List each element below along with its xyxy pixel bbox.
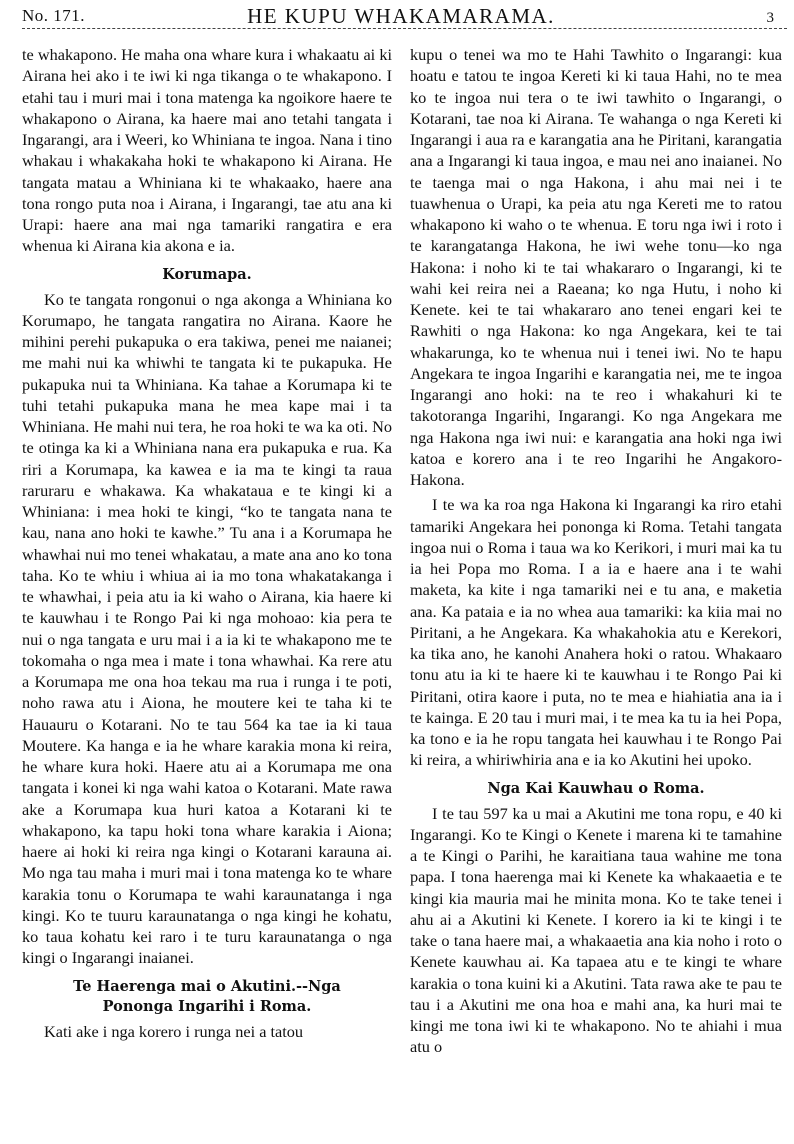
roma-paragraph: I te tau 597 ka u mai a Akutini me tona ropu, e 40 ki Ingarangi. Ko te Kingi o Kenete i marena ki te tamahine a te Kingi o Parihi, he karaitiana taua wahine me tona papa. I tona haerenga mai ki Kenete ka whakaaetia e te kingi kia mauria mai he minita mona. Ko te take tenei i ahu ai a Akutini ki Kenete. I korero ia ki te kingi i te take o tana haere mai, a whakaaetia ana kia noho i roto o Kenete kauwhau ai. Ka tapaea atu e te kingi te whare karakia o tona kuini ki a Akutini. Tata rawa ake te pau te tau i a Akutini me ona hoa e mahi ana, ka huri mai te kingi me tona iwi ki te whakapono. No te ahiahi i mua atu o: [410, 803, 782, 1057]
newspaper-title: HE KUPU WHAKAMARAMA.: [247, 4, 555, 28]
right-column: [410, 44, 782, 1058]
section-heading-roma: Nga Kai Kauwhau o Roma.: [487, 779, 705, 797]
section-heading-akutini-line1: Te Haerenga mai o Akutini.--Nga: [73, 977, 341, 995]
section-heading-akutini: [22, 977, 392, 1017]
page-number: 3: [766, 10, 774, 26]
issue-number: No. 171.: [22, 6, 86, 25]
kerikori-paragraph: I te wa ka roa nga Hakona ki Ingarangi ka riro etahi tamariki Angekara hei pononga ki Roma. Tetahi tangata ingoa nui o Roma i taua wa ko Kerikori, i muri mai ka tu ia hei Popa mo Roma. I a ia e haere ana i te wahi maketa, ka kite i nga tamariki nei e tu ana, e maketia ana. Ka pataia e ia no whea aua tamariki: ka kiia mai no Piritani, a he Angekara. Ka whakahokia atu e Kerekori, ka tika ano, he kanohi Anahera hoki o ratou. Whakaaro tonu atu ia ki te haere ki te kauwhau i te Rongo Pai ki Piritani, otira kaore i puta, no te mea e hiahiatia ana ia i te kainga. E 20 tau i muri mai, i te mea ka tu ia hei Popa, ka tono e ia he ropu tangata hei kauwhau i te Rongo Pai ki reira, a whiriwhiria ana e ia ko Akutini hei upoko.: [410, 495, 782, 770]
left-continuation-paragraph: te whakapono. He maha ona whare kura i whakaatu ai ki Airana hei ako i te iwi ki nga tikanga o te whakapono. I etahi tau i muri mai i tona matenga ka ngoikore haere te whakapono o Airana, ka haere mai ano tetahi tangata i Ingarangi, ara i Weeri, ko Whiniana te ingoa. Nana i tino whakau i whakakaha hoki te whakapono ki Airana. He tangata matau a Whiniana ki te whakaako, haere ana tona rongo puta noa i Airana, i Ingarangi, tae atu ana ki Urapi: haere ana mai nga tamariki rangatira e era whenua ki Airana kia akona e ia.: [22, 45, 392, 256]
left-column: [22, 44, 392, 1042]
section-heading-akutini-line2: Pononga Ingarihi i Roma.: [102, 997, 312, 1015]
right-continuation-paragraph: kupu o tenei wa mo te Hahi Tawhito o Ingarangi: kua hoatu e tatou te ingoa Kereti ki ki taua Hahi, no te mea ko te ingoa nui tera o te iwi tawhito o Ingarangi, o Kotarani, tae noa ki Airana. Te wahanga o nga Kereti ki Ingarangi i aua ra e karangatia ana he Piritani, karangatia ana a Ingarangi ki taua ingoa, e mau nei ano inaianei. No te taenga mai o nga Hakona, i ahu mai nei i te tuawhenua o Urapi, ka peia atu nga Kereti me to ratou whakapono ki waho o te whenua. E toru nga iwi i roto i te karangatanga Hakona, he iwi wehe tonu—ko nga Hakona: i noho ki te tai whakararo o Ingarangi, ki te wahi kei reira nei a Raeana; ko nga Hutu, i noho ki Kenete. kei te tai whakararo ano tenei engari kei te Rawhiti o nga Hakona: ko nga Angekara, kei te tai whakarunga, ko te whenua nui i tenei iwi. No te hapu Angekara te ingoa Ingarihi e karangatia nei, me te ingoa Ingarangi ano hoki: na te reo i whakahuri ki te takotoranga Ingarihi, Ingarangi. Ko nga Angekara me nga Hakona nga iwi nui: e karangatia ana hoki nga iwi katoa e korero ana i te reo Ingarihi he Angakoro-Hakona.: [410, 45, 782, 489]
korumapa-paragraph: Ko te tangata rongonui o nga akonga a Whiniana ko Korumapo, he tangata rangatira no Airana. Kaore he mihini perehi pukapuka o era takiwa, penei me naianei; me mahi nui ka whiwhi te tangata ki te pukapuka. He pukapuka nui ta Whiniana. Ka tahae a Korumapa ki te tuhi tetahi pukapuka mana he mea kape mai i ta Whiniana. He mahi nui tera, he roa hoki te wa ka oti. No te otinga ka ki a Whiniana nana era pukapuka e rua. Ka riri a Korumapa, ka kawea e ia ma te kingi ta raua raruraru e whakawa. Ka whakataua e te kingi ki a Whiniana: i mea hoki te kingi, “ko te tangata nana te kau, nana ano hoki te kawhe.” Tu ana i a Korumapa he whawhai nui mo tenei whakatau, a mate ana ano ko tona taha. Ko te whiu i whiua ai ia mo tona whakatakanga i te whawhai, i peia atu ia ki waho o Airana, kia haere ki te kauwhau i te Rongo Pai ki nga mohoao: kia pera te nui o nga tangata e uru mai i a ia ki te whakapono me te tokomaha o nga mea i mate i tona whawhai. Ka rere atu a Korumapa me ona hoa tekau ma rua i runga i te poti, noho rawa atu i Aiona, he moutere kei te taha ki te Hauauru o Kotarani. No te tau 564 ka tae ia ki taua Moutere. Ka hanga e ia he whare karakia mona ki reira, he whare kura hoki. Haere atu ai a Korumapa me ona tangata i konei ki nga wahi katoa o Kotarani. Mate rawa ake a Korumapa kua huri katoa a Kotarani ki te whakapono, ka tapu hoki tona whare karakia i Aiona; haere ai hoki ki reira nga kingi o Kotarani karauna ai. Mo nga tau maha i muri mai i tona matenga ko te whare karakia tonu o Korumapa te wahi karaunatanga i nga kingi. Ko te tuuru karaunatanga o nga kingi he kohatu, ko taua kohatu kei raro i te turu karaunatanga o nga kingi o Ingarangi inaianei.: [22, 289, 392, 968]
section-heading-korumapa: Korumapa.: [162, 265, 252, 283]
header-rule: [22, 28, 787, 29]
page-header: [22, 4, 780, 26]
akutini-paragraph: Kati ake i nga korero i runga nei a tatou: [44, 1021, 304, 1041]
